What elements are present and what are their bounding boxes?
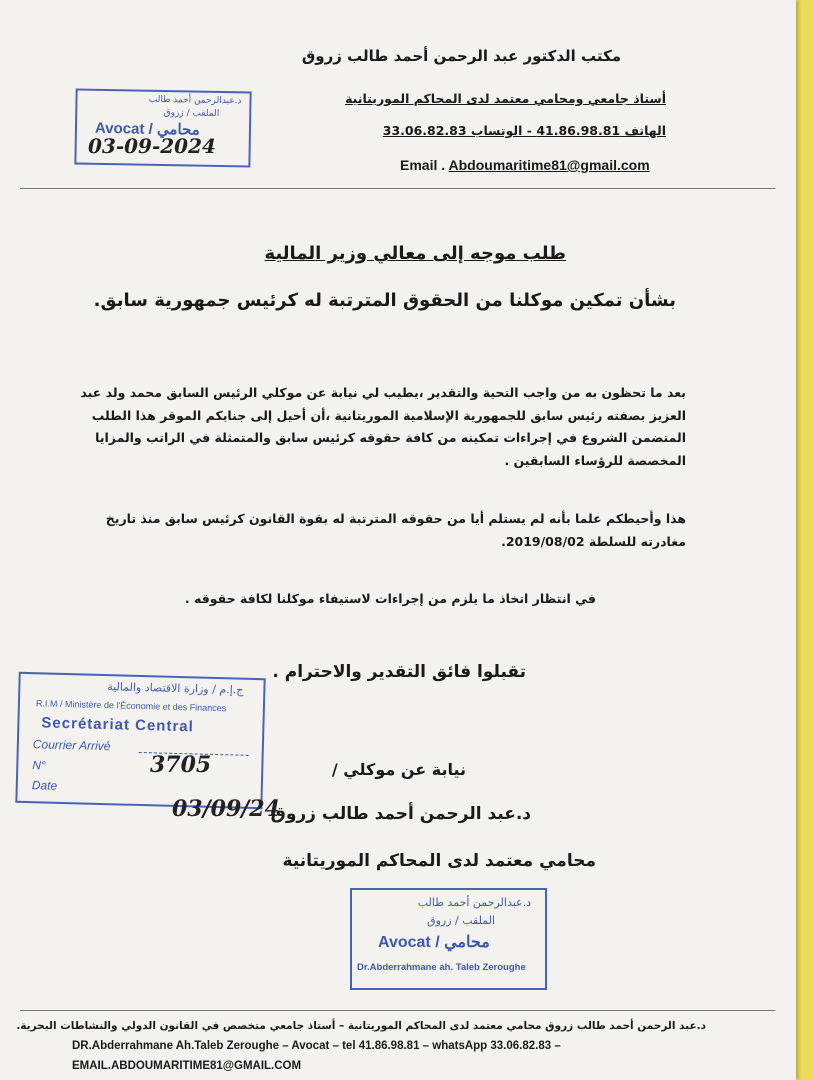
stamp-line-2: الملقب / زروق bbox=[163, 108, 220, 119]
stamp-line-3: Avocat / محامي bbox=[94, 119, 200, 139]
header-divider bbox=[20, 188, 775, 189]
lawyer-stamp-signature bbox=[350, 888, 547, 990]
number-label: N° bbox=[32, 758, 46, 773]
stamp-bottom-line-1: د.عبدالرحمن أحمد طالب bbox=[417, 896, 531, 909]
courrier-label: Courrier Arrivé bbox=[32, 737, 111, 754]
paragraph-1: بعد ما تحظون به من واجب التحية والتقدير ،يطيب لي نيابة عن موكلي الرئيس السابق محمد ولد عبد العزيز بصفته رئيس سابق للجمهورية الإسلامية الموريتانية ،أن أحيل إلى جنابكم الموقر هذا الطلب المتضمن الشروع في إجراءات تمكينه من كافة حقوقه كرئيس سابق والمتمثلة في الراتب والمزايا المخصصة للرؤساء السابقين . bbox=[80, 385, 686, 468]
email-address: Abdoumaritime81@gmail.com bbox=[448, 157, 650, 173]
paragraph-3: في انتظار اتخاذ ما يلزم من إجراءات لاستيفاء موكلنا لكافة حقوقه . bbox=[184, 591, 596, 606]
handwritten-number: 3705 bbox=[150, 752, 212, 778]
email-label: Email . bbox=[400, 157, 446, 173]
on-behalf-line: نيابة عن موكلي / bbox=[331, 760, 466, 779]
email-line bbox=[400, 157, 650, 173]
stamp-bottom-line-2: الملقب / زروق bbox=[427, 914, 495, 927]
ministry-reception-stamp bbox=[15, 672, 265, 809]
ministry-french: R.I.M / Ministère de l'Économie et des Finances bbox=[35, 698, 227, 714]
office-title: أستاذ جامعي ومحامي معتمد لدى المحاكم الموريتانية bbox=[345, 91, 666, 106]
footer-divider bbox=[20, 1010, 775, 1011]
office-name: مكتب الدكتور عبد الرحمن أحمد طالب زروق bbox=[301, 47, 621, 65]
handwritten-date: 03/09/24 bbox=[172, 796, 280, 822]
signer-title: محامي معتمد لدى المحاكم الموريتانية bbox=[282, 851, 596, 871]
stamp-bottom-line-4: Dr.Abderrahmane ah. Taleb Zeroughe bbox=[357, 962, 526, 973]
phone-line: الهاتف 41.86.98.81 - الوتساب 33.06.82.83 bbox=[382, 123, 666, 138]
handwritten-date-top: 03-09-2024 bbox=[88, 134, 216, 158]
letter-subject: طلب موجه إلى معالي وزير المالية bbox=[264, 243, 566, 264]
ministry-department: Secrétariat Central bbox=[41, 714, 195, 736]
footer-arabic: د.عبد الرحمن أحمد طالب زروق محامي معتمد لدى المحاكم الموريتانية – أستاذ جامعي متخصص في القانون الدولي والنشاطات البحرية. bbox=[16, 1020, 706, 1032]
closing-line: تقبلوا فائق التقدير والاحترام . bbox=[272, 662, 526, 682]
footer-latin-2: EMAIL.ABDOUMARITIME81@GMAIL.COM bbox=[72, 1060, 302, 1072]
signer-name: د.عبد الرحمن أحمد طالب زروق bbox=[270, 804, 531, 824]
date-label: Date bbox=[31, 778, 58, 793]
stamp-line-1: د.عبدالرحمن أحمد طالب bbox=[148, 94, 242, 107]
letter-subtitle: بشأن تمكين موكلنا من الحقوق المترتبة له كرئيس جمهورية سابق. bbox=[93, 290, 676, 311]
footer-latin-1: DR.Abderrahmane Ah.Taleb Zeroughe – Avocat – tel 41.86.98.81 – whatsApp 33.06.82.83 – bbox=[72, 1040, 561, 1052]
paragraph-2: هذا وأحيطكم علما بأنه لم يستلم أيا من حقوقه المترتبة له بقوة القانون كرئيس سابق منذ تاريخ مغادرته للسلطة 2019/08/02. bbox=[105, 511, 686, 549]
ministry-arabic: ج.إ.م / وزارة الاقتصاد والمالية bbox=[107, 680, 244, 697]
stamp-bottom-line-3: Avocat / محامي bbox=[378, 934, 490, 951]
